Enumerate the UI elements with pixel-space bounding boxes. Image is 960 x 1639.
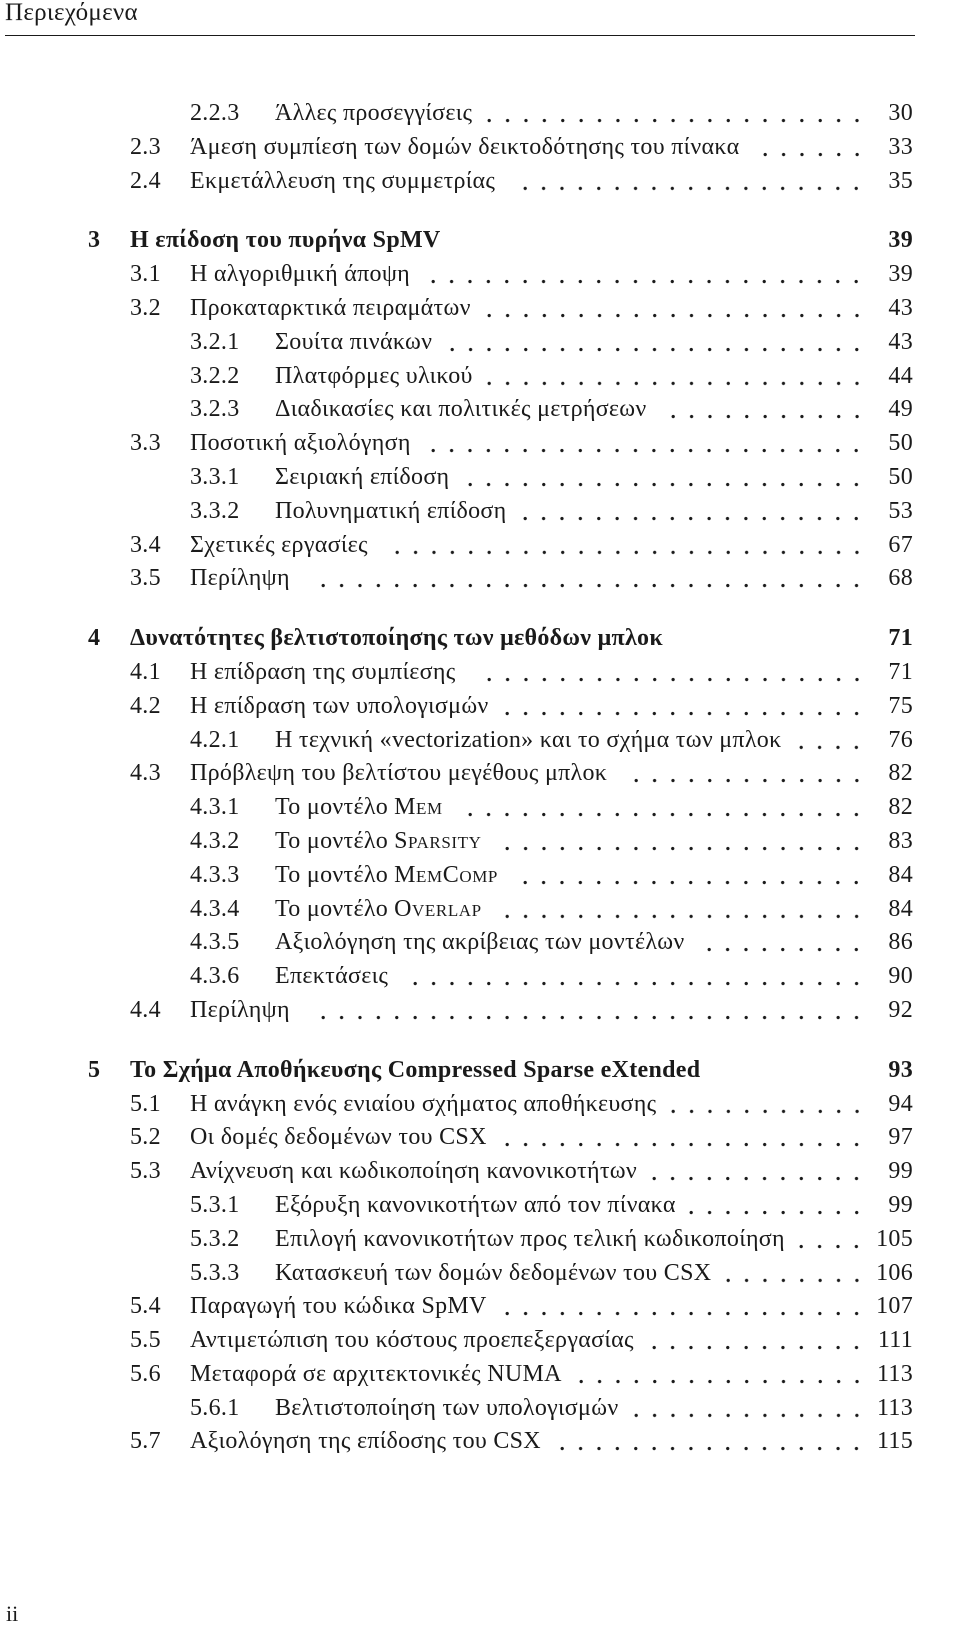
entry-title bbox=[190, 427, 411, 461]
entry-title bbox=[275, 1223, 785, 1257]
toc-subsection-entry bbox=[0, 926, 913, 960]
dot-leader bbox=[449, 791, 866, 825]
entry-title bbox=[275, 859, 498, 893]
dot-leader bbox=[493, 1290, 866, 1324]
toc-subsection-entry bbox=[0, 825, 913, 859]
toc-chapter-entry bbox=[0, 224, 913, 258]
entry-title-text: Πλατφόρμες υλικού bbox=[275, 362, 473, 389]
entry-number: 4.2.1 bbox=[190, 726, 240, 753]
dot-leader bbox=[504, 859, 866, 893]
page-number: 97 bbox=[888, 1124, 913, 1151]
entry-number: 4.3 bbox=[130, 760, 161, 787]
entry-title-text: Βελτιστοποίηση των υπολογισμών bbox=[275, 1394, 619, 1421]
entry-number: 5.3.2 bbox=[190, 1225, 240, 1252]
entry-title bbox=[190, 562, 290, 596]
entry-title bbox=[275, 1189, 676, 1223]
model-name: MemComp bbox=[394, 861, 498, 888]
table-of-contents bbox=[0, 97, 913, 1459]
entry-number: 3.2.3 bbox=[190, 396, 240, 423]
entry-title bbox=[190, 1425, 541, 1459]
entry-title-text: Αξιολόγηση της επίδοσης του CSX bbox=[190, 1428, 541, 1455]
entry-title-text: Δυνατότητες βελτιστοποίησης των μεθόδων μπλοκ bbox=[130, 625, 663, 652]
entry-title bbox=[275, 461, 449, 495]
entry-title bbox=[190, 529, 368, 563]
dot-leader bbox=[568, 1358, 866, 1392]
page-number: 84 bbox=[888, 861, 913, 888]
dot-leader bbox=[653, 393, 866, 427]
entry-title bbox=[190, 292, 471, 326]
page-number: 105 bbox=[876, 1225, 913, 1252]
entry-number: 5.3 bbox=[130, 1158, 161, 1185]
toc-subsection-entry bbox=[0, 960, 913, 994]
toc-subsection-entry bbox=[0, 393, 913, 427]
dot-leader bbox=[296, 994, 866, 1028]
dot-leader bbox=[682, 1189, 866, 1223]
page-number: 71 bbox=[888, 625, 913, 652]
entry-title-text: Κατασκευή των δομών δεδομένων του CSX bbox=[275, 1259, 712, 1286]
entry-number: 3.2 bbox=[130, 294, 161, 321]
entry-title-text: Το μοντέλο bbox=[275, 794, 389, 821]
entry-title bbox=[190, 165, 495, 199]
entry-title-text: Η επίδοση του πυρήνα SpMV bbox=[130, 227, 441, 254]
entry-title bbox=[190, 994, 290, 1028]
entry-title-text: Ποσοτική αξιολόγηση bbox=[190, 430, 411, 457]
toc-section-entry bbox=[0, 656, 913, 690]
entry-title bbox=[275, 360, 473, 394]
entry-title bbox=[190, 1358, 562, 1392]
entry-title bbox=[275, 926, 685, 960]
entry-number: 5.1 bbox=[130, 1090, 161, 1117]
entry-title-text: Η αλγοριθμική άποψη bbox=[190, 261, 411, 288]
entry-title-text: Σειριακή επίδοση bbox=[275, 463, 450, 490]
dot-leader bbox=[455, 461, 866, 495]
page-number: 113 bbox=[876, 1394, 913, 1421]
page-number: 107 bbox=[876, 1293, 913, 1320]
page-number: 53 bbox=[888, 497, 913, 524]
entry-title bbox=[275, 1392, 618, 1426]
entry-title bbox=[275, 791, 443, 825]
entry-title-text: Εξόρυξη κανονικοτήτων από τον πίνακα bbox=[275, 1191, 676, 1218]
dot-leader bbox=[417, 427, 866, 461]
entry-title-text: Διαδικασίες και πολιτικές μετρήσεων bbox=[275, 396, 647, 423]
entry-title-text: Μεταφορά σε αρχιτεκτονικές NUMA bbox=[190, 1360, 562, 1387]
toc-subsection-entry bbox=[0, 791, 913, 825]
toc-section-entry bbox=[0, 258, 913, 292]
dot-leader bbox=[717, 1257, 866, 1291]
page-number: 106 bbox=[876, 1259, 913, 1286]
page-number: 94 bbox=[888, 1090, 913, 1117]
page-number: 50 bbox=[888, 430, 913, 457]
entry-number: 5.5 bbox=[130, 1327, 161, 1354]
entry-number: 3.4 bbox=[130, 531, 161, 558]
entry-title-text: Προκαταρκτικά πειραμάτων bbox=[190, 294, 471, 321]
toc-chapter-entry bbox=[0, 622, 913, 656]
page-number: 93 bbox=[888, 1056, 913, 1083]
entry-number: 4.3.6 bbox=[190, 963, 240, 990]
entry-number: 4.1 bbox=[130, 658, 161, 685]
entry-title-text: Περίληψη bbox=[190, 996, 290, 1023]
entry-title-text: Η τεχνική «vectorization» και το σχήμα των μπλοκ bbox=[275, 726, 782, 753]
entry-title-text: Σχετικές εργασίες bbox=[190, 531, 368, 558]
dot-leader bbox=[512, 495, 866, 529]
dot-leader bbox=[662, 1088, 866, 1122]
dot-leader bbox=[488, 893, 866, 927]
entry-title-text: Σουίτα πινάκων bbox=[275, 328, 433, 355]
toc-section-entry bbox=[0, 1425, 913, 1459]
entry-title bbox=[190, 1121, 487, 1155]
entry-title-text: Άλλες προσεγγίσεις bbox=[275, 100, 473, 126]
entry-title bbox=[275, 326, 432, 360]
toc-section-entry bbox=[0, 1290, 913, 1324]
entry-title bbox=[275, 97, 472, 131]
entry-number: 3.2.2 bbox=[190, 362, 240, 389]
page-number: 84 bbox=[888, 895, 913, 922]
page-number: 92 bbox=[888, 996, 913, 1023]
entry-number: 4.4 bbox=[130, 996, 161, 1023]
dot-leader bbox=[791, 1223, 866, 1257]
toc-section-entry bbox=[0, 562, 913, 596]
entry-title-text: Περίληψη bbox=[190, 565, 290, 592]
entry-title-text: Η ανάγκη ενός ενιαίου σχήματος αποθήκευσης bbox=[190, 1090, 657, 1117]
entry-number: 5.7 bbox=[130, 1428, 161, 1455]
folio-page-number: ii bbox=[6, 1601, 19, 1626]
toc-section-entry bbox=[0, 427, 913, 461]
dot-leader bbox=[479, 360, 866, 394]
entry-title bbox=[130, 622, 663, 656]
toc-section-entry bbox=[0, 1088, 913, 1122]
entry-number: 5.6 bbox=[130, 1360, 161, 1387]
entry-number: 3.1 bbox=[130, 261, 161, 288]
entry-title bbox=[190, 1290, 487, 1324]
entry-number: 2.4 bbox=[130, 167, 161, 194]
entry-title bbox=[275, 1257, 711, 1291]
page-header-title: Περιεχόμενα bbox=[5, 0, 138, 26]
entry-title-text: Αντιμετώπιση του κόστους προεπεξεργασίας bbox=[190, 1327, 634, 1354]
page-number: 113 bbox=[876, 1360, 913, 1387]
dot-leader bbox=[478, 97, 866, 131]
entry-number: 3.5 bbox=[130, 565, 161, 592]
dot-leader bbox=[495, 690, 866, 724]
entry-title bbox=[190, 1324, 634, 1358]
entry-number: 2.2.3 bbox=[190, 100, 240, 126]
dot-leader bbox=[416, 258, 866, 292]
page-number: 82 bbox=[888, 794, 913, 821]
entry-number: 2.3 bbox=[130, 133, 161, 160]
toc-subsection-entry bbox=[0, 326, 913, 360]
toc-chapter-entry bbox=[0, 1054, 913, 1088]
entry-title-text: Επεκτάσεις bbox=[275, 963, 389, 990]
page-number: 99 bbox=[888, 1158, 913, 1185]
entry-title bbox=[190, 690, 489, 724]
entry-number: 4.3.4 bbox=[190, 895, 240, 922]
page-number: 71 bbox=[888, 658, 913, 685]
entry-number: 3 bbox=[88, 227, 101, 254]
entry-number: 4.3.5 bbox=[190, 929, 240, 956]
entry-title-text: Το Σχήμα Αποθήκευσης Compressed Sparse eXtended bbox=[130, 1056, 701, 1083]
entry-number: 3.3.1 bbox=[190, 463, 240, 490]
page-number: 44 bbox=[888, 362, 913, 389]
entry-title bbox=[190, 131, 739, 165]
toc-section-entry bbox=[0, 1358, 913, 1392]
toc-section-entry bbox=[0, 690, 913, 724]
dot-leader bbox=[374, 529, 866, 563]
toc-subsection-entry bbox=[0, 461, 913, 495]
toc-section-entry bbox=[0, 757, 913, 791]
entry-title bbox=[275, 960, 388, 994]
entry-title bbox=[190, 656, 456, 690]
toc-section-entry bbox=[0, 1324, 913, 1358]
page-number: 33 bbox=[888, 133, 913, 160]
dot-leader bbox=[624, 1392, 866, 1426]
entry-number: 4.3.1 bbox=[190, 794, 240, 821]
entry-title bbox=[130, 224, 441, 258]
dot-leader bbox=[643, 1155, 866, 1189]
entry-number: 3.3 bbox=[130, 430, 161, 457]
entry-number: 5.4 bbox=[130, 1293, 161, 1320]
entry-number: 4.2 bbox=[130, 692, 161, 719]
toc-subsection-entry bbox=[0, 360, 913, 394]
entry-number: 4.3.3 bbox=[190, 861, 240, 888]
entry-number: 5.2 bbox=[130, 1124, 161, 1151]
entry-title-text: Επιλογή κανονικοτήτων προς τελική κωδικοποίηση bbox=[275, 1225, 785, 1252]
toc-section-entry bbox=[0, 165, 913, 199]
entry-title bbox=[275, 393, 647, 427]
entry-title-text: Πολυνηματική επίδοση bbox=[275, 497, 507, 524]
entry-title bbox=[190, 258, 410, 292]
entry-number: 4.3.2 bbox=[190, 827, 240, 854]
dot-leader bbox=[787, 724, 866, 758]
entry-number: 5.3.3 bbox=[190, 1259, 240, 1286]
dot-leader bbox=[296, 562, 866, 596]
entry-title-text: Η επίδραση των υπολογισμών bbox=[190, 692, 489, 719]
entry-title-text: Το μοντέλο bbox=[275, 827, 389, 854]
page-number: 115 bbox=[876, 1428, 913, 1455]
toc-subsection-entry bbox=[0, 1257, 913, 1291]
entry-number: 5.3.1 bbox=[190, 1191, 240, 1218]
toc-subsection-entry bbox=[0, 1392, 913, 1426]
page-number: 43 bbox=[888, 328, 913, 355]
dot-leader bbox=[477, 292, 866, 326]
entry-title-text: Ανίχνευση και κωδικοποίηση κανονικοτήτων bbox=[190, 1158, 638, 1185]
page-number: 35 bbox=[888, 167, 913, 194]
dot-leader bbox=[691, 926, 866, 960]
page-number: 43 bbox=[888, 294, 913, 321]
entry-title-text: Το μοντέλο bbox=[275, 861, 389, 888]
page-number: 86 bbox=[888, 929, 913, 956]
model-name: Mem bbox=[394, 794, 443, 821]
entry-title-text: Το μοντέλο bbox=[275, 895, 389, 922]
dot-leader bbox=[640, 1324, 866, 1358]
toc-section-entry bbox=[0, 1121, 913, 1155]
dot-leader bbox=[547, 1425, 866, 1459]
page-number: 39 bbox=[888, 227, 913, 254]
entry-title bbox=[275, 724, 781, 758]
dot-leader bbox=[438, 326, 866, 360]
toc-section-entry bbox=[0, 994, 913, 1028]
entry-title bbox=[190, 1088, 656, 1122]
toc-subsection-entry bbox=[0, 1189, 913, 1223]
toc-subsection-entry bbox=[0, 724, 913, 758]
page-number: 39 bbox=[888, 261, 913, 288]
toc-subsection-entry bbox=[0, 893, 913, 927]
toc-subsection-entry bbox=[0, 97, 913, 131]
entry-title bbox=[275, 893, 482, 927]
dot-leader bbox=[745, 131, 866, 165]
page-number: 82 bbox=[888, 760, 913, 787]
page-number: 99 bbox=[888, 1191, 913, 1218]
page-number: 111 bbox=[877, 1327, 913, 1354]
entry-title-text: Αξιολόγηση της ακρίβειας των μοντέλων bbox=[275, 929, 685, 956]
entry-title-text: Η επίδραση της συμπίεσης bbox=[190, 658, 456, 685]
dot-leader bbox=[613, 757, 866, 791]
entry-title-text: Οι δομές δεδομένων του CSX bbox=[190, 1124, 487, 1151]
entry-number: 5.6.1 bbox=[190, 1394, 240, 1421]
toc-subsection-entry bbox=[0, 1223, 913, 1257]
toc-subsection-entry bbox=[0, 495, 913, 529]
page-number: 30 bbox=[888, 100, 913, 126]
model-name: Overlap bbox=[394, 895, 482, 922]
page-number: 49 bbox=[888, 396, 913, 423]
page-number: 90 bbox=[888, 963, 913, 990]
dot-leader bbox=[493, 1121, 866, 1155]
dot-leader bbox=[394, 960, 866, 994]
toc-section-entry bbox=[0, 292, 913, 326]
entry-number: 4 bbox=[88, 625, 101, 652]
dot-leader bbox=[462, 656, 866, 690]
entry-title-text: Παραγωγή του κώδικα SpMV bbox=[190, 1293, 487, 1320]
dot-leader bbox=[501, 165, 866, 199]
entry-number: 3.3.2 bbox=[190, 497, 240, 524]
entry-number: 3.2.1 bbox=[190, 328, 240, 355]
page-number: 75 bbox=[888, 692, 913, 719]
page-number: 50 bbox=[888, 463, 913, 490]
toc-section-entry bbox=[0, 1155, 913, 1189]
entry-title bbox=[275, 495, 506, 529]
entry-title bbox=[275, 825, 482, 859]
toc-subsection-entry bbox=[0, 859, 913, 893]
entry-title bbox=[190, 757, 607, 791]
toc-section-entry bbox=[0, 131, 913, 165]
entry-number: 5 bbox=[88, 1056, 101, 1083]
entry-title-text: Εκμετάλλευση της συμμετρίας bbox=[190, 167, 496, 194]
toc-section-entry bbox=[0, 529, 913, 563]
page-number: 68 bbox=[888, 565, 913, 592]
entry-title-text: Άμεση συμπίεση των δομών δεικτοδότησης του πίνακα bbox=[190, 133, 740, 160]
page-number: 83 bbox=[888, 827, 913, 854]
page-number: 76 bbox=[888, 726, 913, 753]
model-name: Sparsity bbox=[394, 827, 482, 854]
page-number: 67 bbox=[888, 531, 913, 558]
entry-title bbox=[130, 1054, 700, 1088]
entry-title bbox=[190, 1155, 637, 1189]
entry-title-text: Πρόβλεψη του βελτίστου μεγέθους μπλοκ bbox=[190, 760, 608, 787]
header-rule bbox=[5, 35, 915, 36]
dot-leader bbox=[488, 825, 866, 859]
